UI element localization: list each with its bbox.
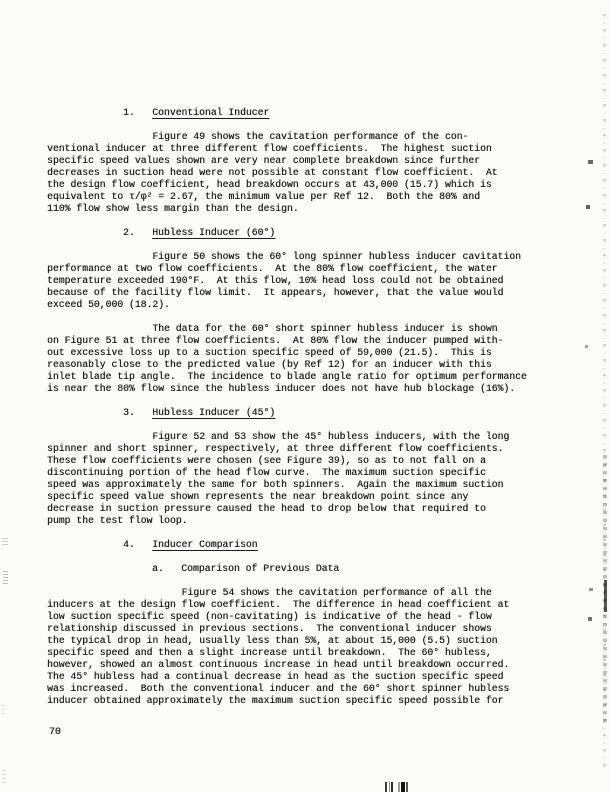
text-line: pump the test flow loop. [47, 515, 188, 526]
text-line: equivalent to τ/φ² = 2.67, the minimum value per Ref 12. Both the 80% and [47, 191, 480, 202]
paragraph [47, 587, 597, 707]
text-line: exceed 50,000 (18.2). [47, 299, 170, 310]
section-heading [47, 227, 597, 239]
scan-artifact-left-edge [2, 538, 8, 547]
text-line: the design flow coefficient, head breakdown occurs at 43,000 (15.7) which is [47, 179, 492, 190]
scan-artifact-speck [586, 205, 590, 209]
section-heading [47, 107, 597, 119]
section-heading [47, 407, 597, 419]
scan-artifact-left-edge [3, 571, 8, 586]
document-body [47, 107, 597, 719]
page-number: 70 [49, 726, 61, 737]
text-line: temperature exceeded 190°F. At this flow, 10% head loss could not be obtained [47, 275, 504, 286]
paragraph [47, 431, 597, 527]
text-line: inducers at the design flow coefficient. The difference in head coefficient at [47, 599, 510, 610]
text-line: out excessive loss up to a suction specific speed of 59,000 (21.5). This is [47, 347, 492, 358]
text-line: ventional inducer at three different flow coefficients. The highest suction [47, 143, 492, 154]
scan-artifact-speck [588, 617, 592, 621]
scan-artifact-speck [585, 345, 588, 348]
text-line: specific speed values shown are very near complete breakdown since further [47, 155, 480, 166]
text-line: inducer obtained approximately the maximum suction specific speed possible for [47, 695, 504, 706]
section-heading [47, 539, 597, 551]
section-title: Conventional Inducer [152, 107, 270, 118]
text-line: speed was approximately the same for both spinners. Again the maximum suction [47, 479, 504, 490]
text-line: discontinuing portion of the head flow curve. The maximum suction specific [47, 467, 486, 478]
text-line: Figure 54 shows the cavitation performance of all the [47, 587, 492, 598]
text-line: because of the facility flow limit. It appears, however, that the value would [47, 287, 504, 298]
text-line: Figure 50 shows the 60° long spinner hubless inducer cavitation [47, 251, 521, 262]
text-line: reasonably close to the predicted value (by Ref 12) for an inducer with this [47, 359, 492, 370]
text-line: Figure 49 shows the cavitation performance of the con- [47, 131, 469, 142]
scan-artifact-bottom-bars [385, 782, 408, 792]
text-line: is near the 80% flow since the hubless inducer does not have hub blockage (16%). [47, 383, 516, 394]
text-line: was increased. Both the conventional inducer and the 60° short spinner hubless [47, 683, 510, 694]
text-line: specific speed value shown represents the near breakdown point since any [47, 491, 469, 502]
section-title: Comparison of Previous Data [181, 563, 340, 574]
text-line: specific speed and then a slight increase until breakdown. The 60° hubless, [47, 647, 492, 658]
text-line: performance at two flow coefficients. At the 80% flow coefficient, the water [47, 263, 498, 274]
text-line: the typical drop in head, usually less than 5%, at about 15,000 (5.5) suction [47, 635, 498, 646]
text-line: inlet blade tip angle. The incidence to blade angle ratio for optimum performance [47, 371, 527, 382]
scan-artifact-right-edge-solid [604, 580, 607, 612]
text-line: however, showed an almost continuous increase in head until breakdown occurred. [47, 659, 510, 670]
scan-artifact-left-edge [1, 705, 5, 715]
text-line: The data for the 60° short spinner hubless inducer is shown [47, 323, 498, 334]
section-subheading [47, 563, 597, 575]
paragraph [47, 323, 597, 395]
section-number: 4. [123, 539, 135, 550]
text-line: relationship discussed in previous sections. The conventional inducer shows [47, 623, 492, 634]
text-line: Figure 52 and 53 show the 45° hubless inducers, with the long [47, 431, 510, 442]
section-title: Inducer Comparison [152, 539, 258, 550]
text-line: These flow coefficients were chosen (see Figure 39), so as to not fall on a [47, 455, 486, 466]
paragraph [47, 131, 597, 215]
section-number: 3. [123, 407, 135, 418]
section-title: Hubless Inducer (60°) [152, 227, 276, 238]
section-title: Hubless Inducer (45°) [152, 407, 276, 418]
text-line: 110% flow show less margin than the design. [47, 203, 299, 214]
text-line: The 45° hubless had a continual decrease in head as the suction specific speed [47, 671, 504, 682]
section-number: 2. [123, 227, 135, 238]
paragraph [47, 251, 597, 311]
text-line: decrease in suction pressure caused the head to drop below that required to [47, 503, 486, 514]
scan-artifact-speck [589, 588, 593, 591]
scan-artifact-left-edge [2, 770, 6, 784]
scan-artifact-speck [588, 160, 593, 164]
section-number: 1. [123, 107, 135, 118]
text-line: low suction specific speed (non-cavitating) is indicative of the head - flow [47, 611, 492, 622]
text-line: decreases in suction head were not possible at constant flow coefficient. At [47, 167, 498, 178]
text-line: spinner and short spinner, respectively, at three different flow coefficients. [47, 443, 504, 454]
text-line: on Figure 51 at three flow coefficients. At 80% flow the inducer pumped with- [47, 335, 504, 346]
section-number: a. [152, 563, 164, 574]
